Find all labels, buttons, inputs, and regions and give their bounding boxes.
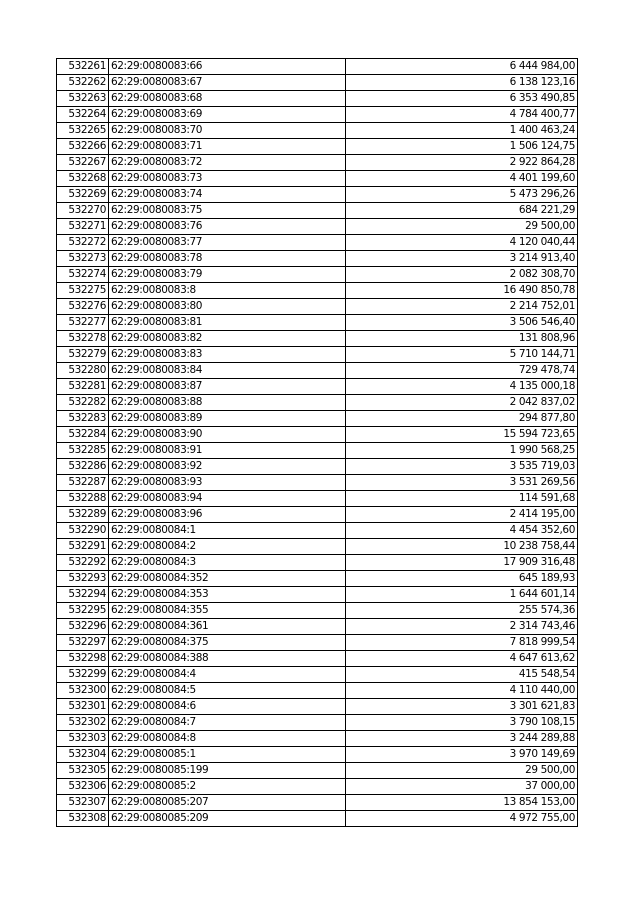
cadastral-number-cell: 62:29:0080083:82 <box>109 331 346 347</box>
table-row <box>57 491 578 507</box>
cadastral-value-cell: 13 854 153,00 <box>346 795 578 811</box>
table-row <box>57 571 578 587</box>
cadastral-number-cell: 62:29:0080084:352 <box>109 571 346 587</box>
cadastral-number-cell: 62:29:0080083:69 <box>109 107 346 123</box>
cadastral-number-cell: 62:29:0080083:84 <box>109 363 346 379</box>
row-number-cell: 532298 <box>57 651 109 667</box>
row-number-cell: 532263 <box>57 91 109 107</box>
table-row <box>57 75 578 91</box>
cadastral-value-cell: 2 314 743,46 <box>346 619 578 635</box>
row-number-cell: 532266 <box>57 139 109 155</box>
row-number-cell: 532284 <box>57 427 109 443</box>
row-number-cell: 532296 <box>57 619 109 635</box>
cadastral-value-cell: 3 301 621,83 <box>346 699 578 715</box>
row-number-cell: 532274 <box>57 267 109 283</box>
row-number-cell: 532291 <box>57 539 109 555</box>
row-number-cell: 532306 <box>57 779 109 795</box>
cadastral-number-cell: 62:29:0080084:353 <box>109 587 346 603</box>
cadastral-value-cell: 37 000,00 <box>346 779 578 795</box>
table-row <box>57 235 578 251</box>
row-number-cell: 532265 <box>57 123 109 139</box>
cadastral-number-cell: 62:29:0080083:66 <box>109 59 346 75</box>
cadastral-value-cell: 29 500,00 <box>346 763 578 779</box>
row-number-cell: 532261 <box>57 59 109 75</box>
row-number-cell: 532273 <box>57 251 109 267</box>
table-row <box>57 171 578 187</box>
table-row <box>57 667 578 683</box>
cadastral-number-cell: 62:29:0080083:74 <box>109 187 346 203</box>
row-number-cell: 532295 <box>57 603 109 619</box>
table-row <box>57 555 578 571</box>
table-row <box>57 411 578 427</box>
row-number-cell: 532287 <box>57 475 109 491</box>
row-number-cell: 532281 <box>57 379 109 395</box>
cadastral-value-cell: 1 400 463,24 <box>346 123 578 139</box>
table-row <box>57 203 578 219</box>
cadastral-number-cell: 62:29:0080083:76 <box>109 219 346 235</box>
cadastral-number-cell: 62:29:0080085:1 <box>109 747 346 763</box>
row-number-cell: 532290 <box>57 523 109 539</box>
cadastral-number-cell: 62:29:0080083:8 <box>109 283 346 299</box>
table-row <box>57 267 578 283</box>
cadastral-number-cell: 62:29:0080084:6 <box>109 699 346 715</box>
cadastral-number-cell: 62:29:0080085:207 <box>109 795 346 811</box>
row-number-cell: 532276 <box>57 299 109 315</box>
table-row <box>57 283 578 299</box>
cadastral-number-cell: 62:29:0080084:355 <box>109 603 346 619</box>
row-number-cell: 532301 <box>57 699 109 715</box>
row-number-cell: 532299 <box>57 667 109 683</box>
cadastral-number-cell: 62:29:0080083:70 <box>109 123 346 139</box>
cadastral-number-cell: 62:29:0080084:7 <box>109 715 346 731</box>
table-row <box>57 59 578 75</box>
row-number-cell: 532292 <box>57 555 109 571</box>
cadastral-number-cell: 62:29:0080084:3 <box>109 555 346 571</box>
row-number-cell: 532288 <box>57 491 109 507</box>
cadastral-value-cell: 114 591,68 <box>346 491 578 507</box>
cadastral-value-cell: 7 818 999,54 <box>346 635 578 651</box>
cadastral-number-cell: 62:29:0080083:73 <box>109 171 346 187</box>
row-number-cell: 532302 <box>57 715 109 731</box>
table-row <box>57 107 578 123</box>
cadastral-value-cell: 3 970 149,69 <box>346 747 578 763</box>
row-number-cell: 532307 <box>57 795 109 811</box>
row-number-cell: 532286 <box>57 459 109 475</box>
table-row <box>57 795 578 811</box>
cadastral-value-cell: 2 082 308,70 <box>346 267 578 283</box>
table-row <box>57 635 578 651</box>
cadastral-value-cell: 1 644 601,14 <box>346 587 578 603</box>
row-number-cell: 532278 <box>57 331 109 347</box>
table-row <box>57 587 578 603</box>
cadastral-number-cell: 62:29:0080083:79 <box>109 267 346 283</box>
cadastral-value-cell: 5 710 144,71 <box>346 347 578 363</box>
row-number-cell: 532270 <box>57 203 109 219</box>
table-row <box>57 779 578 795</box>
cadastral-number-cell: 62:29:0080084:388 <box>109 651 346 667</box>
cadastral-number-cell: 62:29:0080085:2 <box>109 779 346 795</box>
cadastral-value-cell: 4 120 040,44 <box>346 235 578 251</box>
table-row <box>57 747 578 763</box>
row-number-cell: 532277 <box>57 315 109 331</box>
row-number-cell: 532300 <box>57 683 109 699</box>
cadastral-value-cell: 16 490 850,78 <box>346 283 578 299</box>
cadastral-number-cell: 62:29:0080085:209 <box>109 811 346 827</box>
table-row <box>57 731 578 747</box>
row-number-cell: 532268 <box>57 171 109 187</box>
cadastral-number-cell: 62:29:0080083:75 <box>109 203 346 219</box>
cadastral-number-cell: 62:29:0080084:1 <box>109 523 346 539</box>
table-row <box>57 363 578 379</box>
table-body <box>57 59 578 827</box>
cadastral-number-cell: 62:29:0080085:199 <box>109 763 346 779</box>
row-number-cell: 532279 <box>57 347 109 363</box>
cadastral-number-cell: 62:29:0080083:92 <box>109 459 346 475</box>
cadastral-number-cell: 62:29:0080083:88 <box>109 395 346 411</box>
row-number-cell: 532282 <box>57 395 109 411</box>
cadastral-value-cell: 29 500,00 <box>346 219 578 235</box>
cadastral-number-cell: 62:29:0080083:68 <box>109 91 346 107</box>
cadastral-value-cell: 4 401 199,60 <box>346 171 578 187</box>
table-row <box>57 123 578 139</box>
table-row <box>57 603 578 619</box>
row-number-cell: 532267 <box>57 155 109 171</box>
row-number-cell: 532275 <box>57 283 109 299</box>
cadastral-number-cell: 62:29:0080083:94 <box>109 491 346 507</box>
cadastral-value-cell: 645 189,93 <box>346 571 578 587</box>
table-row <box>57 811 578 827</box>
cadastral-number-cell: 62:29:0080083:80 <box>109 299 346 315</box>
cadastral-number-cell: 62:29:0080084:8 <box>109 731 346 747</box>
cadastral-number-cell: 62:29:0080084:5 <box>109 683 346 699</box>
table-row <box>57 155 578 171</box>
cadastral-number-cell: 62:29:0080084:361 <box>109 619 346 635</box>
row-number-cell: 532289 <box>57 507 109 523</box>
cadastral-number-cell: 62:29:0080083:72 <box>109 155 346 171</box>
cadastral-value-cell: 2 214 752,01 <box>346 299 578 315</box>
cadastral-number-cell: 62:29:0080083:67 <box>109 75 346 91</box>
row-number-cell: 532271 <box>57 219 109 235</box>
cadastral-value-cell: 415 548,54 <box>346 667 578 683</box>
cadastral-number-cell: 62:29:0080083:83 <box>109 347 346 363</box>
row-number-cell: 532269 <box>57 187 109 203</box>
row-number-cell: 532297 <box>57 635 109 651</box>
cadastral-value-table <box>56 58 578 827</box>
cadastral-value-cell: 4 647 613,62 <box>346 651 578 667</box>
row-number-cell: 532285 <box>57 443 109 459</box>
cadastral-number-cell: 62:29:0080083:93 <box>109 475 346 491</box>
cadastral-value-cell: 3 214 913,40 <box>346 251 578 267</box>
cadastral-number-cell: 62:29:0080083:71 <box>109 139 346 155</box>
table-row <box>57 395 578 411</box>
table-row <box>57 507 578 523</box>
row-number-cell: 532294 <box>57 587 109 603</box>
cadastral-value-cell: 4 784 400,77 <box>346 107 578 123</box>
cadastral-number-cell: 62:29:0080083:91 <box>109 443 346 459</box>
table-row <box>57 651 578 667</box>
table-row <box>57 315 578 331</box>
row-number-cell: 532304 <box>57 747 109 763</box>
cadastral-value-cell: 3 244 289,88 <box>346 731 578 747</box>
row-number-cell: 532308 <box>57 811 109 827</box>
table-row <box>57 139 578 155</box>
table-row <box>57 459 578 475</box>
table-row <box>57 251 578 267</box>
row-number-cell: 532305 <box>57 763 109 779</box>
table-row <box>57 715 578 731</box>
cadastral-value-cell: 6 353 490,85 <box>346 91 578 107</box>
row-number-cell: 532293 <box>57 571 109 587</box>
row-number-cell: 532272 <box>57 235 109 251</box>
cadastral-value-cell: 4 454 352,60 <box>346 523 578 539</box>
row-number-cell: 532264 <box>57 107 109 123</box>
row-number-cell: 532283 <box>57 411 109 427</box>
table-row <box>57 331 578 347</box>
table-row <box>57 187 578 203</box>
table-row <box>57 219 578 235</box>
table-row <box>57 523 578 539</box>
table-row <box>57 539 578 555</box>
cadastral-number-cell: 62:29:0080083:87 <box>109 379 346 395</box>
cadastral-number-cell: 62:29:0080083:77 <box>109 235 346 251</box>
cadastral-value-cell: 15 594 723,65 <box>346 427 578 443</box>
table-row <box>57 475 578 491</box>
row-number-cell: 532262 <box>57 75 109 91</box>
row-number-cell: 532280 <box>57 363 109 379</box>
cadastral-number-cell: 62:29:0080083:96 <box>109 507 346 523</box>
cadastral-value-cell: 4 972 755,00 <box>346 811 578 827</box>
cadastral-number-cell: 62:29:0080083:89 <box>109 411 346 427</box>
cadastral-value-cell: 131 808,96 <box>346 331 578 347</box>
cadastral-value-cell: 2 922 864,28 <box>346 155 578 171</box>
cadastral-value-cell: 17 909 316,48 <box>346 555 578 571</box>
cadastral-value-cell: 2 414 195,00 <box>346 507 578 523</box>
cadastral-value-cell: 2 042 837,02 <box>346 395 578 411</box>
cadastral-value-cell: 10 238 758,44 <box>346 539 578 555</box>
table-row <box>57 91 578 107</box>
cadastral-number-cell: 62:29:0080083:81 <box>109 315 346 331</box>
cadastral-value-cell: 1 990 568,25 <box>346 443 578 459</box>
cadastral-value-cell: 3 790 108,15 <box>346 715 578 731</box>
table-row <box>57 379 578 395</box>
cadastral-number-cell: 62:29:0080084:4 <box>109 667 346 683</box>
cadastral-value-cell: 684 221,29 <box>346 203 578 219</box>
table-row <box>57 347 578 363</box>
cadastral-value-cell: 255 574,36 <box>346 603 578 619</box>
table-row <box>57 699 578 715</box>
table-row <box>57 683 578 699</box>
table-row <box>57 763 578 779</box>
cadastral-number-cell: 62:29:0080083:78 <box>109 251 346 267</box>
cadastral-value-cell: 294 877,80 <box>346 411 578 427</box>
table-row <box>57 299 578 315</box>
cadastral-value-cell: 4 110 440,00 <box>346 683 578 699</box>
cadastral-value-cell: 4 135 000,18 <box>346 379 578 395</box>
cadastral-value-cell: 3 535 719,03 <box>346 459 578 475</box>
row-number-cell: 532303 <box>57 731 109 747</box>
table-row <box>57 443 578 459</box>
table-row <box>57 427 578 443</box>
cadastral-value-cell: 3 506 546,40 <box>346 315 578 331</box>
cadastral-value-cell: 729 478,74 <box>346 363 578 379</box>
cadastral-value-cell: 1 506 124,75 <box>346 139 578 155</box>
cadastral-value-cell: 6 138 123,16 <box>346 75 578 91</box>
cadastral-number-cell: 62:29:0080084:375 <box>109 635 346 651</box>
cadastral-value-cell: 5 473 296,26 <box>346 187 578 203</box>
table-row <box>57 619 578 635</box>
cadastral-number-cell: 62:29:0080083:90 <box>109 427 346 443</box>
cadastral-number-cell: 62:29:0080084:2 <box>109 539 346 555</box>
cadastral-value-cell: 6 444 984,00 <box>346 59 578 75</box>
cadastral-value-cell: 3 531 269,56 <box>346 475 578 491</box>
